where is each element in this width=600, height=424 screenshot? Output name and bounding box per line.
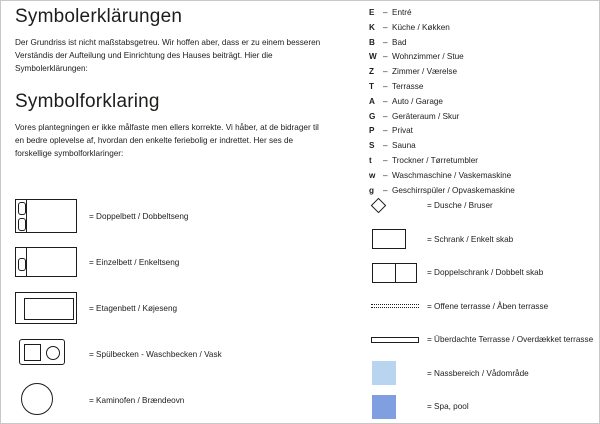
abbreviation-value: Sauna bbox=[392, 141, 416, 151]
double-bed-icon bbox=[13, 197, 79, 235]
abbreviation-key: T bbox=[369, 81, 375, 91]
abbreviation-row bbox=[369, 157, 589, 172]
abbreviation-value: Wohnzimmer / Stue bbox=[392, 52, 464, 62]
abbreviation-row bbox=[369, 127, 589, 142]
legend-left-list bbox=[13, 193, 343, 423]
abbreviation-key: g bbox=[369, 185, 375, 195]
abbreviation-dash: – bbox=[383, 22, 388, 32]
legend-label: = Doppelschrank / Dobbelt skab bbox=[427, 268, 544, 278]
legend-item-spa-pool bbox=[369, 390, 593, 424]
abbreviation-dash: – bbox=[383, 185, 388, 195]
bunk-bed-icon bbox=[13, 289, 79, 327]
abbreviation-value: Zimmer / Værelse bbox=[392, 67, 458, 77]
legend-item-shower bbox=[369, 185, 593, 223]
abbreviation-row bbox=[369, 98, 589, 113]
legend-label: = Doppelbett / Dobbeltseng bbox=[89, 211, 189, 221]
legend-label: = Nassbereich / Vådområde bbox=[427, 368, 529, 378]
abbreviation-value: Küche / Køkken bbox=[392, 22, 450, 32]
legend-label: = Etagenbett / Køjeseng bbox=[89, 303, 178, 313]
abbreviation-row bbox=[369, 68, 589, 83]
legend-label: = Einzelbett / Enkeltseng bbox=[89, 257, 180, 267]
abbreviation-key: w bbox=[369, 170, 376, 180]
spa-pool-swatch bbox=[369, 394, 421, 420]
intro-paragraph-da: Vores plantegningen er ikke målfaste men ellers korrekte. Vi håber, at de bidrager til en bedre oplevelse af, hvordan den enkelte feriebolig er indrettet. Her ses de forskellige symbolforklaringer: bbox=[15, 122, 319, 159]
abbreviation-dash: – bbox=[383, 8, 388, 17]
abbreviation-row bbox=[369, 39, 589, 54]
legend-label: = Offene terrasse / Åben terrasse bbox=[427, 301, 549, 311]
legend-item-covered-terrace bbox=[369, 323, 593, 357]
intro-text-column bbox=[15, 7, 345, 164]
legend-item-wet-area bbox=[369, 357, 593, 391]
legend-item-sink bbox=[13, 331, 343, 377]
abbreviation-value: Geräteraum / Skur bbox=[392, 111, 460, 121]
double-closet-icon bbox=[369, 260, 421, 286]
intro-paragraph-de: Der Grundriss ist nicht maßstabsgetreu. Wir hoffen aber, dass er zu einem besseren Verständis der Aufteilung und Einrichtung des Hauses beiträgt. Hier die Symbolerklärungen: bbox=[15, 37, 321, 74]
abbreviation-value: Geschirrspüler / Opvaskemaskine bbox=[392, 185, 515, 195]
legend-item-bunk-bed bbox=[13, 285, 343, 331]
abbreviation-value: Auto / Garage bbox=[392, 96, 443, 106]
legend-label: = Dusche / Bruser bbox=[427, 201, 493, 211]
abbreviation-key: Z bbox=[369, 67, 375, 77]
danish-block bbox=[15, 92, 345, 161]
abbreviation-row bbox=[369, 53, 589, 68]
abbreviation-key: G bbox=[369, 111, 376, 121]
abbreviation-key: W bbox=[369, 52, 377, 62]
abbreviation-row bbox=[369, 172, 589, 187]
page-title-de: Symbolerklärungen bbox=[15, 6, 183, 27]
abbreviation-dash: – bbox=[383, 155, 388, 165]
abbreviation-dash: – bbox=[383, 52, 388, 62]
abbreviation-value: Waschmaschine / Vaskemaskine bbox=[392, 170, 512, 180]
abbreviation-dash: – bbox=[383, 96, 388, 106]
abbreviation-value: Privat bbox=[392, 126, 413, 136]
single-bed-icon bbox=[13, 243, 79, 281]
abbreviation-row bbox=[369, 113, 589, 128]
legend-item-closet bbox=[369, 223, 593, 257]
abbreviation-value: Trockner / Tørretumbler bbox=[392, 155, 478, 165]
abbreviation-key: K bbox=[369, 22, 375, 32]
abbreviation-dash: – bbox=[383, 37, 388, 47]
german-block bbox=[15, 7, 345, 76]
legend-item-single-bed bbox=[13, 239, 343, 285]
abbreviation-key: E bbox=[369, 8, 375, 17]
legend-label: = Kaminofen / Brændeovn bbox=[89, 395, 185, 405]
abbreviation-dash: – bbox=[383, 111, 388, 121]
abbreviation-dash: – bbox=[383, 141, 388, 151]
legend-label: = Spülbecken - Waschbecken / Vask bbox=[89, 349, 222, 359]
abbreviation-key: A bbox=[369, 96, 375, 106]
abbreviation-row bbox=[369, 24, 589, 39]
abbreviation-row bbox=[369, 9, 589, 24]
page-title-da: Symbolforklaring bbox=[15, 90, 160, 112]
abbreviation-key: S bbox=[369, 141, 375, 151]
open-terrace-icon bbox=[369, 293, 421, 319]
legend-item-double-closet bbox=[369, 256, 593, 290]
abbreviation-dash: – bbox=[383, 67, 388, 77]
legend-label: = Schrank / Enkelt skab bbox=[427, 234, 514, 244]
abbreviation-row bbox=[369, 83, 589, 98]
closet-icon bbox=[369, 226, 421, 252]
abbreviation-key: t bbox=[369, 155, 372, 165]
abbreviation-row bbox=[369, 142, 589, 157]
legend-label: = Überdachte Terrasse / Overdækket terrasse bbox=[427, 335, 594, 345]
legend-item-double-bed bbox=[13, 193, 343, 239]
abbreviation-dash: – bbox=[383, 126, 388, 136]
legend-item-wood-stove bbox=[13, 377, 343, 423]
abbreviation-dash: – bbox=[383, 170, 388, 180]
legend-right-list bbox=[369, 185, 594, 424]
legend-item-open-terrace bbox=[369, 290, 593, 324]
abbreviation-value: Entré bbox=[392, 8, 412, 17]
wood-stove-icon bbox=[13, 381, 79, 419]
abbreviation-list bbox=[369, 9, 589, 201]
abbreviation-value: Bad bbox=[392, 37, 407, 47]
abbreviation-value: Terrasse bbox=[392, 81, 424, 91]
covered-terrace-icon bbox=[369, 327, 421, 353]
sink-icon bbox=[13, 335, 79, 373]
legend-label: = Spa, pool bbox=[427, 402, 469, 412]
abbreviation-key: P bbox=[369, 126, 375, 136]
abbreviation-key: B bbox=[369, 37, 375, 47]
wet-area-swatch bbox=[369, 360, 421, 386]
abbreviation-dash: – bbox=[383, 81, 388, 91]
shower-icon bbox=[369, 193, 421, 219]
